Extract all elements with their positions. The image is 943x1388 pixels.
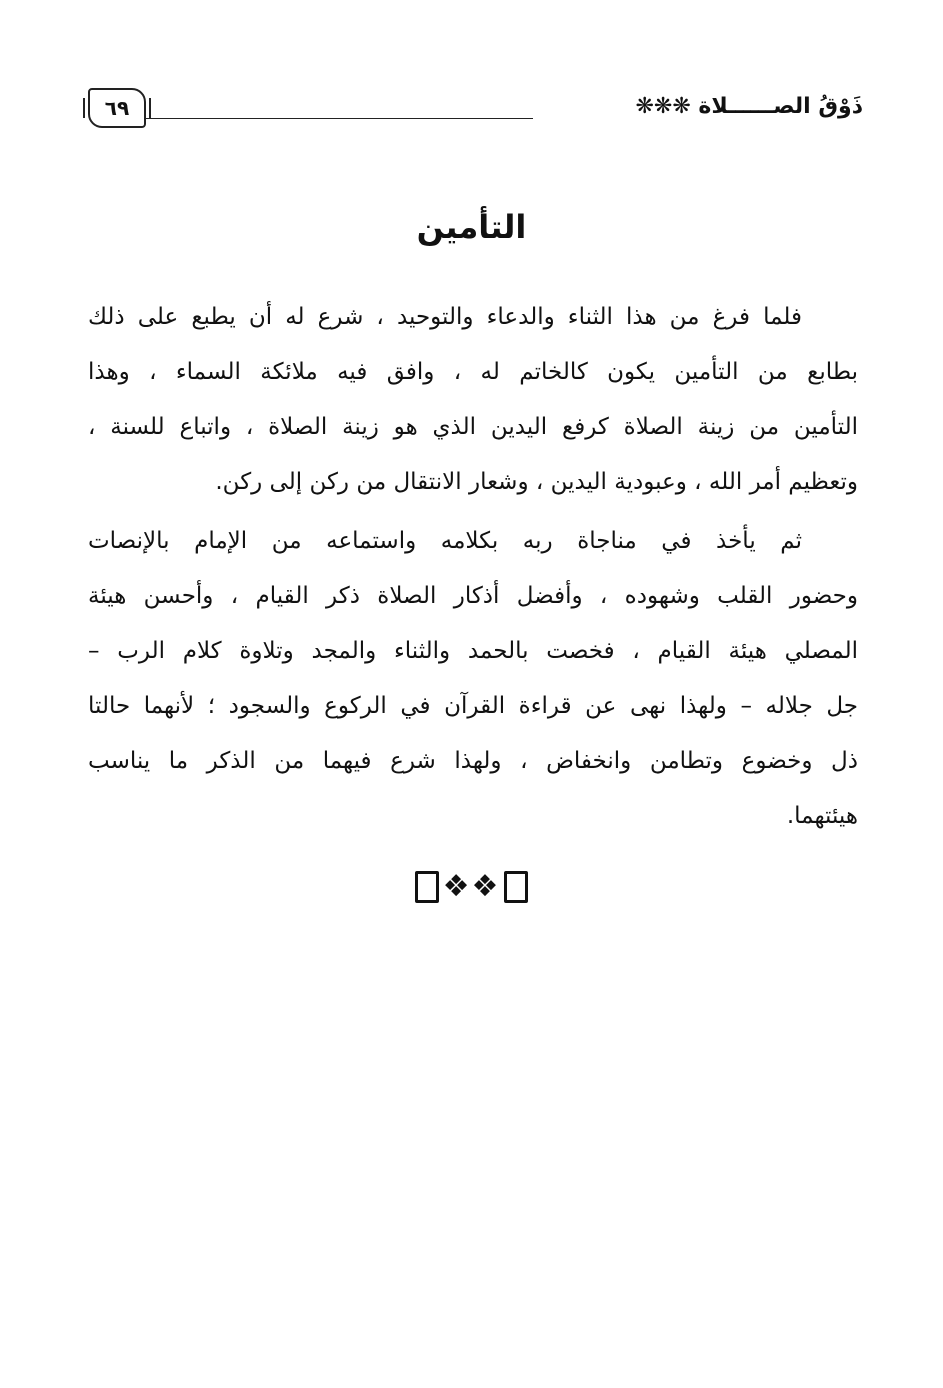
- paragraph-line: وتعظيم أمر الله ، وعبودية اليدين ، وشعار الانتقال من ركن إلى ركن.: [215, 469, 858, 495]
- paragraph-line: ثم يأخذ في مناجاة ربه بكلامه واستماعه من الإمام بالإنصات: [88, 528, 802, 554]
- header-rule: [146, 118, 533, 119]
- paragraph-line: التأمين من زينة الصلاة كرفع اليدين الذي هو زينة الصلاة ، واتباع للسنة ،: [88, 414, 858, 440]
- paragraph-line: هيئتهما.: [786, 803, 858, 829]
- running-title: ذَوْقُ الصــــــلاة ❋❋❋: [635, 94, 863, 119]
- page-header: [88, 88, 863, 132]
- ornament-stars: ❖❖: [442, 868, 501, 904]
- paragraph-2: [88, 514, 858, 844]
- section-title: التأمين: [416, 208, 527, 246]
- paragraph-line: بطابع من التأمين يكون كالخاتم له ، وافق فيه ملائكة السماء ، وهذا: [88, 359, 858, 385]
- paragraph-line: وحضور القلب وشهوده ، وأفضل أذكار الصلاة ذكر القيام ، وأحسن هيئة: [88, 583, 858, 609]
- page-number: ٦٩: [88, 88, 146, 128]
- paragraph-line: فلما فرغ من هذا الثناء والدعاء والتوحيد ، شرع له أن يطبع على ذلك: [88, 304, 802, 330]
- paragraph-line: جل جلاله – ولهذا نهى عن قراءة القرآن في الركوع والسجود ؛ لأنهما حالتا: [88, 693, 858, 719]
- paragraph-1: [88, 290, 858, 510]
- section-end-ornament: [0, 868, 943, 903]
- paragraph-line: المصلي هيئة القيام ، فخصت بالحمد والثناء والمجد وتلاوة كلام الرب –: [88, 638, 858, 664]
- ornament-box-icon: [504, 871, 528, 903]
- paragraph-line: ذل وخضوع وتطامن وانخفاض ، ولهذا شرع فيهما من الذكر ما يناسب: [88, 748, 858, 774]
- ornament-box-icon: [415, 871, 439, 903]
